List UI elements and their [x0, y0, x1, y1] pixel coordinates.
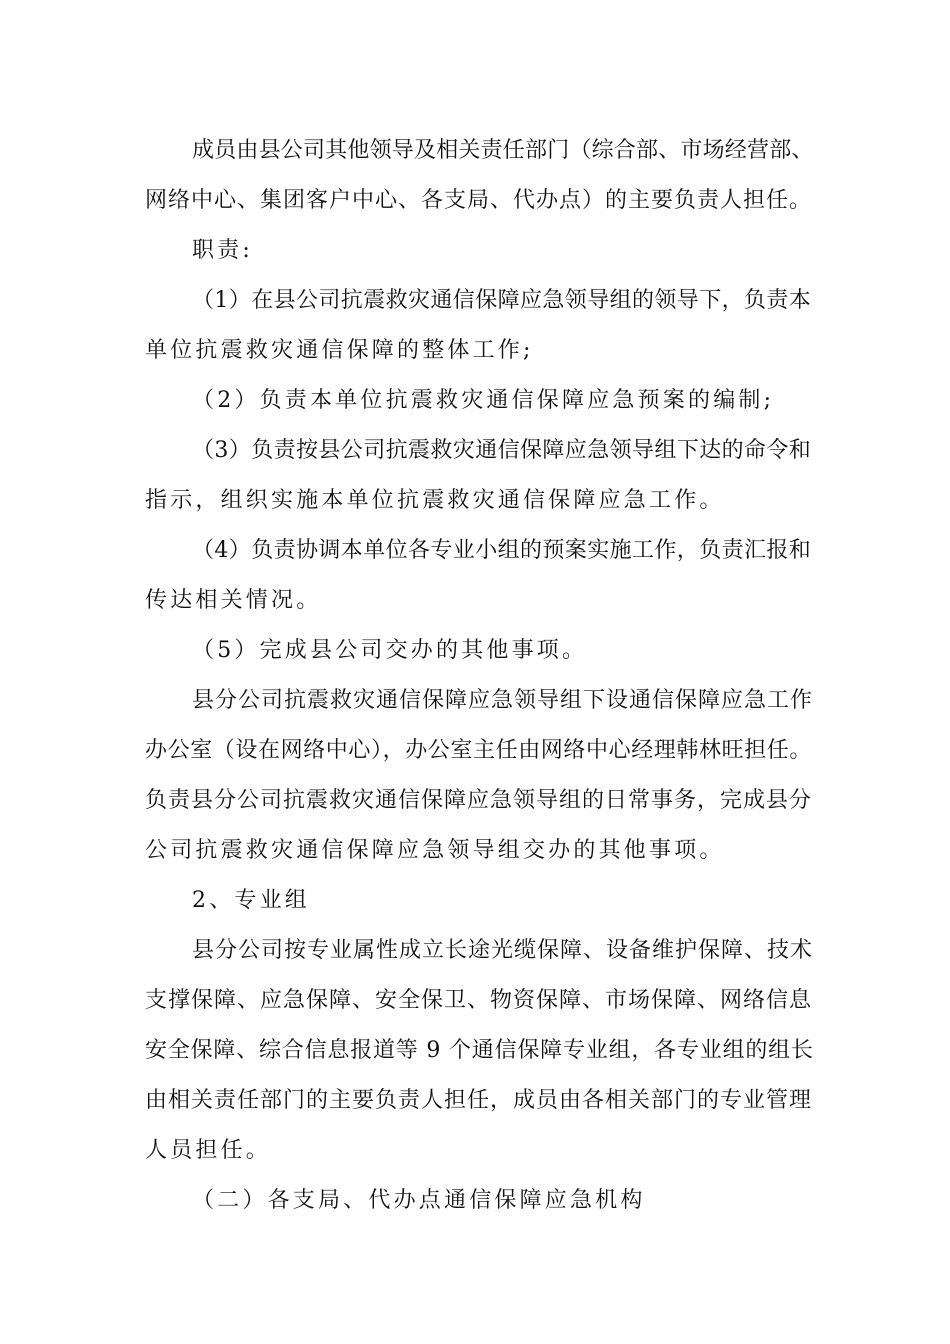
section-heading: 2、专业组: [192, 888, 310, 913]
text-line: （3）负责按县公司抗震救灾通信保障应急领导组下达的命令和: [192, 438, 812, 463]
text-line: 安全保障、综合信息报道等 9 个通信保障专业组，各专业组的组长: [145, 1038, 814, 1063]
text-line: 成员由县公司其他领导及相关责任部门（综合部、市场经营部、: [192, 138, 814, 163]
text-line: 办公室（设在网络中心），办公室主任由网络中心经理韩林旺担任。: [145, 738, 813, 763]
text-line: 县分公司按专业属性成立长途光缆保障、设备维护保障、技术: [192, 938, 814, 963]
text-line: 单位抗震救灾通信保障的整体工作;: [145, 338, 534, 363]
text-line: 由相关责任部门的主要负责人担任，成员由各相关部门的专业管理: [145, 1088, 813, 1113]
text-line: （5）完成县公司交办的其他事项。: [192, 638, 588, 663]
text-line: 传达相关情况。: [145, 588, 322, 613]
text-line: 人员担任。: [145, 1138, 272, 1163]
text-line: 网络中心、集团客户中心、各支局、代办点）的主要负责人担任。: [145, 188, 813, 213]
text-line: 公司抗震救灾通信保障应急领导组交办的其他事项。: [145, 838, 725, 863]
text-line: （4）负责协调本单位各专业小组的预案实施工作，负责汇报和: [192, 538, 812, 563]
section-heading: （二）各支局、代办点通信保障应急机构: [192, 1188, 646, 1213]
text-line: 县分公司抗震救灾通信保障应急领导组下设通信保障应急工作: [192, 688, 814, 713]
text-line: （2）负责本单位抗震救灾通信保障应急预案的编制;: [192, 388, 775, 413]
text-line: 指示，组织实施本单位抗震救灾通信保障应急工作。: [145, 488, 725, 513]
text-line: （1）在县公司抗震救灾通信保障应急领导组的领导下，负责本: [192, 288, 812, 313]
text-line: 职责:: [192, 238, 254, 263]
text-line: 支撑保障、应急保障、安全保卫、物资保障、市场保障、网络信息: [145, 988, 813, 1013]
text-line: 负责县分公司抗震救灾通信保障应急领导组的日常事务，完成县分: [145, 788, 813, 813]
